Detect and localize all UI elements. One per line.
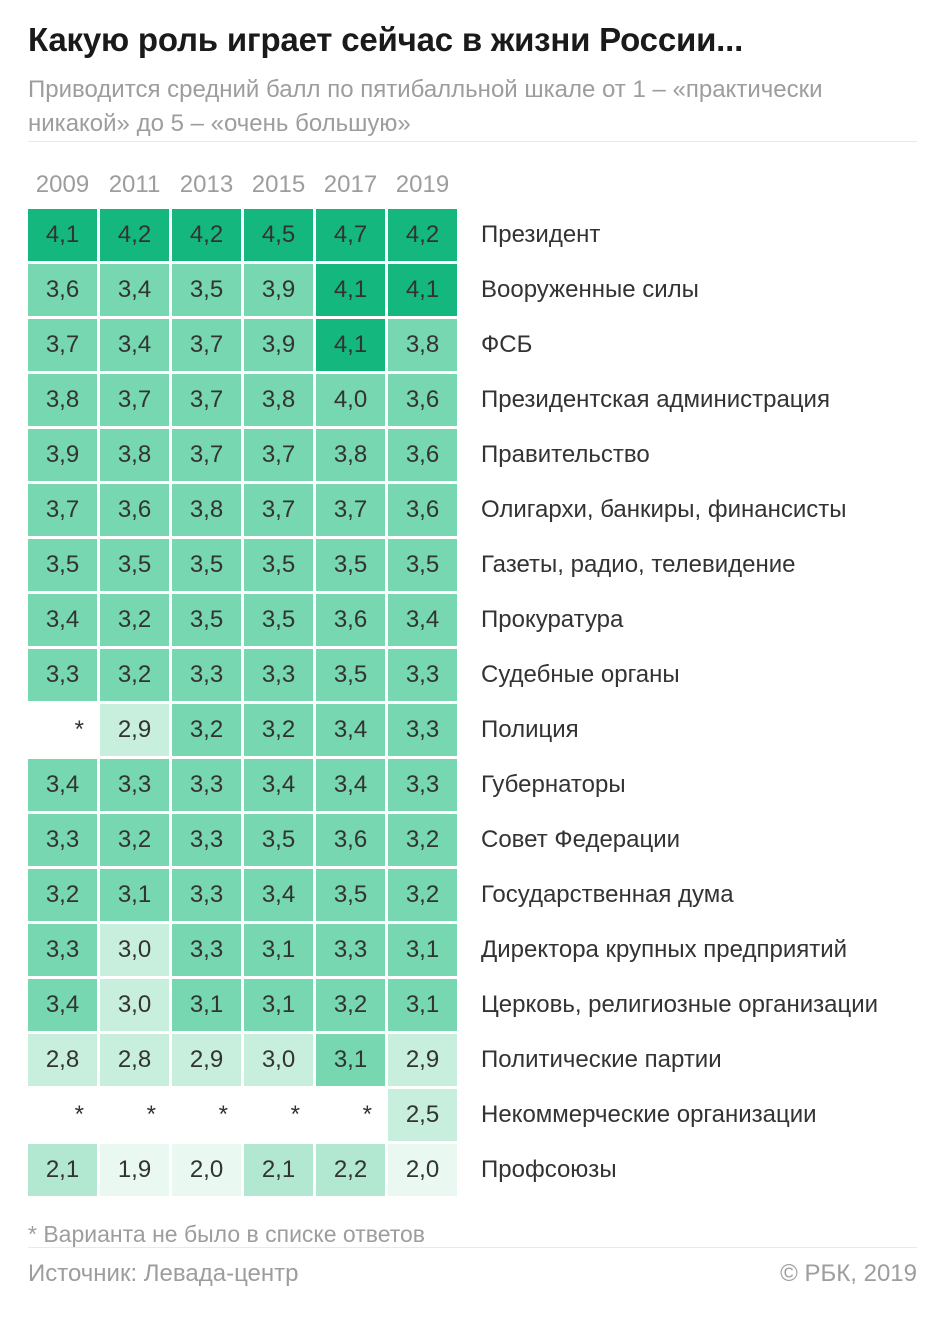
heatmap-row bbox=[28, 1144, 917, 1196]
heatmap-cell: 4,1 bbox=[316, 319, 385, 371]
heatmap-cell: 3,5 bbox=[316, 649, 385, 701]
heatmap-cell: 3,6 bbox=[316, 814, 385, 866]
heatmap-cell: 3,4 bbox=[28, 759, 97, 811]
heatmap-row bbox=[28, 649, 917, 701]
heatmap-empty-cell: * bbox=[28, 1089, 97, 1141]
heatmap-cell: 3,3 bbox=[172, 814, 241, 866]
heatmap-cell: 2,9 bbox=[100, 704, 169, 756]
heatmap-cell: 3,7 bbox=[244, 484, 313, 536]
heatmap-cell: 3,4 bbox=[388, 594, 457, 646]
heatmap-cell: 3,6 bbox=[388, 484, 457, 536]
heatmap-cell: 3,9 bbox=[28, 429, 97, 481]
subtitle: Приводится средний балл по пятибалльной шкале от 1 – «практически никакой» до 5 – «очень большую» bbox=[28, 76, 823, 137]
row-label: Профсоюзы bbox=[481, 1156, 617, 1183]
heatmap-cell: 2,0 bbox=[388, 1144, 457, 1196]
heatmap-cell: 3,5 bbox=[28, 539, 97, 591]
heatmap-cell: 3,7 bbox=[100, 374, 169, 426]
heatmap-cell: 3,0 bbox=[100, 924, 169, 976]
year-label: 2017 bbox=[323, 171, 378, 198]
heatmap-cell: 3,3 bbox=[316, 924, 385, 976]
heatmap-cell: 2,9 bbox=[172, 1034, 241, 1086]
copyright-label: © РБК, 2019 bbox=[780, 1260, 917, 1287]
heatmap-cell: 3,1 bbox=[388, 979, 457, 1031]
heatmap-cell: 3,0 bbox=[100, 979, 169, 1031]
heatmap-cell: 3,4 bbox=[316, 759, 385, 811]
heatmap-empty-cell: * bbox=[100, 1089, 169, 1141]
heatmap-cell: 3,0 bbox=[244, 1034, 313, 1086]
heatmap-cell: 3,3 bbox=[388, 649, 457, 701]
heatmap-cell: 4,7 bbox=[316, 209, 385, 261]
heatmap-row bbox=[28, 979, 917, 1031]
heatmap-cell: 4,2 bbox=[388, 209, 457, 261]
heatmap-cell: 3,6 bbox=[28, 264, 97, 316]
heatmap-cell: 4,5 bbox=[244, 209, 313, 261]
heatmap-cell: 3,3 bbox=[28, 924, 97, 976]
heatmap-cell: 3,5 bbox=[244, 539, 313, 591]
heatmap-cell: 3,1 bbox=[244, 924, 313, 976]
heatmap-cell: 3,7 bbox=[172, 429, 241, 481]
heatmap-cell: 3,3 bbox=[172, 649, 241, 701]
row-label: Правительство bbox=[481, 441, 650, 468]
row-label: Вооруженные силы bbox=[481, 276, 699, 303]
row-label: ФСБ bbox=[481, 331, 533, 358]
row-label: Политические партии bbox=[481, 1046, 722, 1073]
heatmap-cell: 3,7 bbox=[172, 374, 241, 426]
year-label: 2019 bbox=[395, 171, 450, 198]
heatmap-cell: 3,1 bbox=[244, 979, 313, 1031]
heatmap-cell: 3,2 bbox=[388, 814, 457, 866]
heatmap-cell: 3,7 bbox=[28, 484, 97, 536]
heatmap-cell: 3,2 bbox=[100, 594, 169, 646]
heatmap-cell: 3,4 bbox=[316, 704, 385, 756]
row-label: Прокуратура bbox=[481, 606, 624, 633]
heatmap-cell: 3,4 bbox=[100, 319, 169, 371]
heatmap-cell: 1,9 bbox=[100, 1144, 169, 1196]
row-label: Президентская администрация bbox=[481, 386, 830, 413]
heatmap-cell: 3,1 bbox=[100, 869, 169, 921]
heatmap-cell: 3,5 bbox=[100, 539, 169, 591]
heatmap-row bbox=[28, 429, 917, 481]
heatmap-cell: 3,3 bbox=[388, 759, 457, 811]
heatmap-cell: 3,4 bbox=[28, 979, 97, 1031]
heatmap-cell: 3,4 bbox=[244, 759, 313, 811]
top-divider bbox=[28, 141, 917, 142]
heatmap-cell: 3,8 bbox=[316, 429, 385, 481]
heatmap-cell: 3,5 bbox=[316, 539, 385, 591]
heatmap-row bbox=[28, 539, 917, 591]
heatmap-cell: 3,1 bbox=[388, 924, 457, 976]
heatmap-cell: 3,7 bbox=[244, 429, 313, 481]
heatmap-cell: 4,1 bbox=[316, 264, 385, 316]
heatmap-cell: 3,5 bbox=[316, 869, 385, 921]
heatmap-cell: 3,3 bbox=[28, 649, 97, 701]
heatmap-row bbox=[28, 814, 917, 866]
year-label: 2013 bbox=[179, 171, 234, 198]
year-label: 2015 bbox=[251, 171, 306, 198]
heatmap-cell: 3,8 bbox=[100, 429, 169, 481]
heatmap-cell: 3,2 bbox=[388, 869, 457, 921]
heatmap-row bbox=[28, 704, 917, 756]
source-label: Источник: Левада-центр bbox=[28, 1260, 299, 1287]
heatmap-cell: 3,2 bbox=[100, 649, 169, 701]
heatmap-cell: 2,5 bbox=[388, 1089, 457, 1141]
heatmap-cell: 3,4 bbox=[28, 594, 97, 646]
heatmap-cell: 3,3 bbox=[172, 759, 241, 811]
heatmap-cell: 3,9 bbox=[244, 264, 313, 316]
heatmap-row bbox=[28, 1034, 917, 1086]
row-label: Губернаторы bbox=[481, 771, 626, 798]
heatmap-row bbox=[28, 319, 917, 371]
heatmap-row bbox=[28, 759, 917, 811]
heatmap-cell: 3,3 bbox=[244, 649, 313, 701]
heatmap-cell: 3,5 bbox=[244, 594, 313, 646]
heatmap-cell: 4,1 bbox=[28, 209, 97, 261]
heatmap-cell: 3,2 bbox=[244, 704, 313, 756]
heatmap-cell: 3,2 bbox=[100, 814, 169, 866]
heatmap-cell: 2,9 bbox=[388, 1034, 457, 1086]
heatmap-cell: 3,3 bbox=[172, 869, 241, 921]
heatmap-cell: 3,5 bbox=[172, 264, 241, 316]
heatmap-cell: 3,6 bbox=[388, 374, 457, 426]
year-label: 2011 bbox=[108, 171, 161, 198]
heatmap-empty-cell: * bbox=[316, 1089, 385, 1141]
heatmap-cell: 3,7 bbox=[28, 319, 97, 371]
heatmap-cell: 3,5 bbox=[172, 594, 241, 646]
heatmap-cell: 3,3 bbox=[100, 759, 169, 811]
heatmap-cell: 2,8 bbox=[100, 1034, 169, 1086]
heatmap-cell: 3,3 bbox=[28, 814, 97, 866]
heatmap-cell: 3,5 bbox=[388, 539, 457, 591]
heatmap-cell: 3,5 bbox=[244, 814, 313, 866]
heatmap-empty-cell: * bbox=[244, 1089, 313, 1141]
row-label: Газеты, радио, телевидение bbox=[481, 551, 796, 578]
heatmap-cell: 3,8 bbox=[28, 374, 97, 426]
heatmap-cell: 3,4 bbox=[244, 869, 313, 921]
heatmap-cell: 4,2 bbox=[172, 209, 241, 261]
heatmap-cell: 2,8 bbox=[28, 1034, 97, 1086]
heatmap-cell: 3,2 bbox=[172, 704, 241, 756]
heatmap-cell: 3,3 bbox=[172, 924, 241, 976]
heatmap-empty-cell: * bbox=[172, 1089, 241, 1141]
heatmap-cell: 3,9 bbox=[244, 319, 313, 371]
row-label: Олигархи, банкиры, финансисты bbox=[481, 496, 847, 523]
heatmap-cell: 3,6 bbox=[316, 594, 385, 646]
heatmap-cell: 4,0 bbox=[316, 374, 385, 426]
heatmap-cell: 3,2 bbox=[28, 869, 97, 921]
source-row bbox=[28, 1248, 917, 1288]
row-label: Некоммерческие организации bbox=[481, 1101, 817, 1128]
heatmap-row bbox=[28, 209, 917, 261]
heatmap-cell: 3,7 bbox=[172, 319, 241, 371]
heatmap-row bbox=[28, 374, 917, 426]
heatmap-cell: 3,1 bbox=[172, 979, 241, 1031]
heatmap-cell: 2,0 bbox=[172, 1144, 241, 1196]
heatmap-cell: 3,3 bbox=[388, 704, 457, 756]
year-header-row bbox=[28, 172, 917, 198]
heatmap-cell: 2,1 bbox=[28, 1144, 97, 1196]
heatmap-cell: 3,2 bbox=[316, 979, 385, 1031]
heatmap-cell: 3,7 bbox=[316, 484, 385, 536]
heatmap-cell: 2,1 bbox=[244, 1144, 313, 1196]
row-label: Государственная дума bbox=[481, 881, 734, 908]
row-label: Церковь, религиозные организации bbox=[481, 991, 879, 1018]
heatmap-grid bbox=[28, 209, 917, 1196]
heatmap-cell: 3,6 bbox=[388, 429, 457, 481]
heatmap-row bbox=[28, 264, 917, 316]
heatmap-row bbox=[28, 924, 917, 976]
heatmap-row bbox=[28, 1089, 917, 1141]
heatmap-cell: 2,2 bbox=[316, 1144, 385, 1196]
heatmap-cell: 3,8 bbox=[172, 484, 241, 536]
heatmap-empty-cell: * bbox=[28, 704, 97, 756]
heatmap-row bbox=[28, 869, 917, 921]
heatmap-cell: 3,6 bbox=[100, 484, 169, 536]
heatmap-cell: 3,5 bbox=[172, 539, 241, 591]
heatmap-cell: 3,4 bbox=[100, 264, 169, 316]
heatmap-cell: 3,8 bbox=[388, 319, 457, 371]
heatmap-cell: 4,1 bbox=[388, 264, 457, 316]
row-label: Президент bbox=[481, 221, 601, 248]
year-label: 2009 bbox=[35, 171, 90, 198]
row-label: Судебные органы bbox=[481, 661, 680, 688]
row-label: Полиция bbox=[481, 716, 579, 743]
row-label: Директора крупных предприятий bbox=[481, 936, 848, 963]
heatmap-row bbox=[28, 594, 917, 646]
heatmap-row bbox=[28, 484, 917, 536]
footnote: * Варианта не было в списке ответов bbox=[28, 1221, 426, 1247]
heatmap-cell: 4,2 bbox=[100, 209, 169, 261]
page-title: Какую роль играет сейчас в жизни России... bbox=[28, 21, 744, 58]
heatmap-cell: 3,8 bbox=[244, 374, 313, 426]
heatmap-cell: 3,1 bbox=[316, 1034, 385, 1086]
row-label: Совет Федерации bbox=[481, 826, 681, 853]
